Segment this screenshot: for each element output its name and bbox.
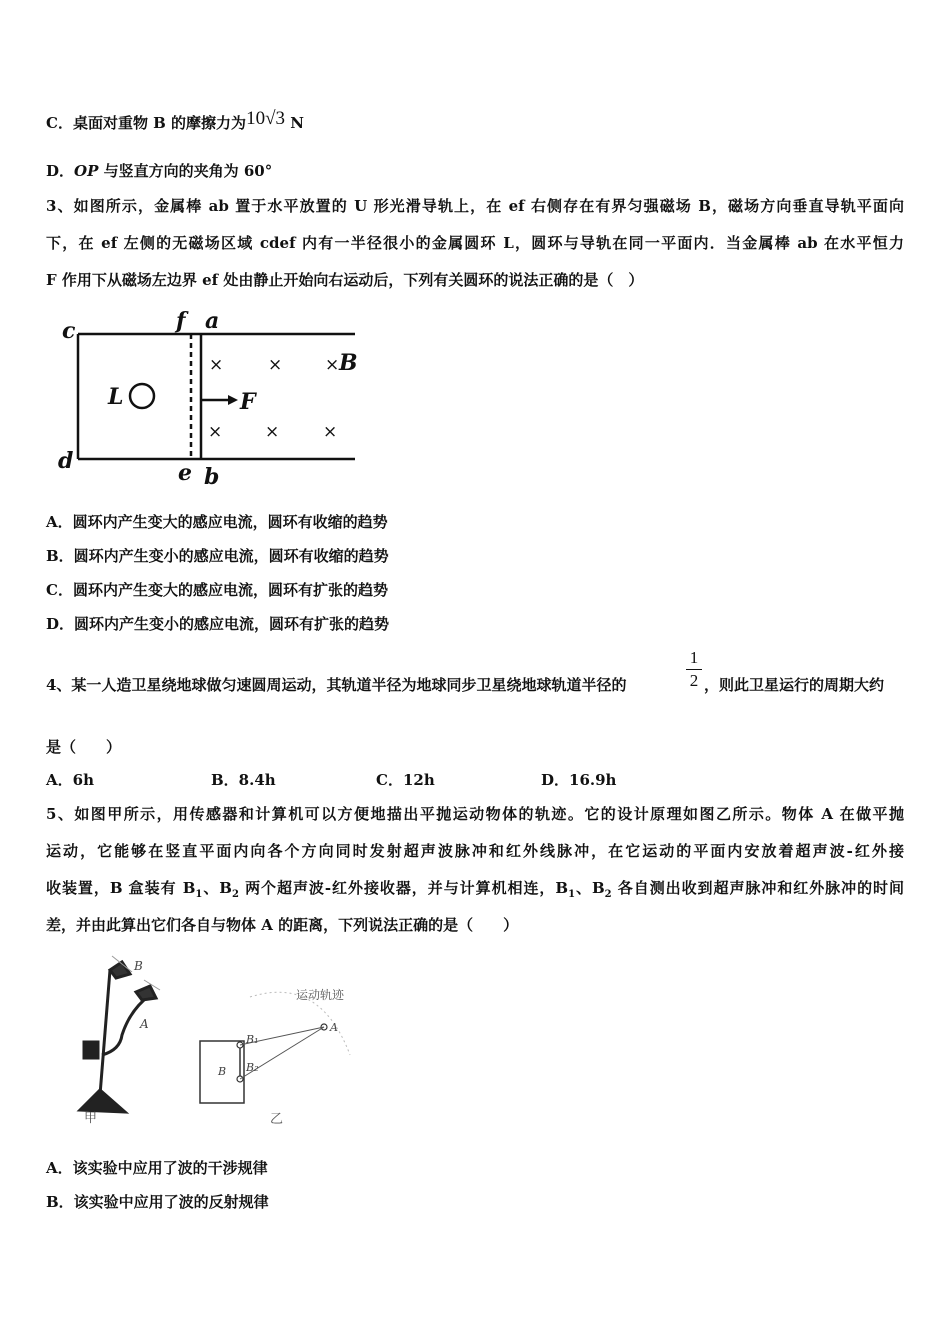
q4-fraction-bar xyxy=(686,669,702,670)
caption-jia: 甲 xyxy=(84,1111,98,1126)
q5-line3-part: 各自测出收到超声脉冲和红外脉冲的时间 xyxy=(611,879,904,897)
q5-line3-part: 收装置，B 盒装有 B xyxy=(46,879,196,897)
label-e: e xyxy=(178,460,192,486)
yi-label-B2: B₂ xyxy=(246,1061,259,1074)
label-F: F xyxy=(240,389,256,415)
caption-yi: 乙 xyxy=(270,1112,284,1127)
q3-stem-line2: 下，在 ef 左侧的无磁场区域 cdef 内有一半径很小的金属圆环 L，圆环与导轨在同一平面内．当金属棒 ab 在水平恒力 xyxy=(46,234,904,252)
field-cross: × xyxy=(265,422,280,442)
force-arrowhead xyxy=(228,395,238,405)
trajectory-label: 运动轨迹 xyxy=(296,988,345,1002)
field-cross: × xyxy=(323,422,338,442)
q4-option-a: A．6h xyxy=(46,771,94,789)
yi-label-B: B xyxy=(218,1065,227,1078)
field-cross: × xyxy=(208,422,223,442)
q5-stem-line4: 差，并由此算出它们各自与物体 A 的距离，下列说法正确的是（ ） xyxy=(46,916,519,934)
field-cross: × xyxy=(325,355,340,375)
q4-stem-line1-prefix: 4、某一人造卫星绕地球做匀速圆周运动，其轨道半径为地球同步卫星绕地球轨道半径的 xyxy=(46,676,627,694)
q4-stem-line2: 是（ ） xyxy=(46,738,122,756)
field-cross: × xyxy=(209,355,224,375)
q3-circuit-figure xyxy=(50,300,370,495)
field-cross: × xyxy=(268,355,283,375)
label-L: L xyxy=(108,384,124,410)
q3-stem-line3: F 作用下从磁场左边界 ef 处由静止开始向右运动后，下列有关圆环的说法正确的是（ ） xyxy=(46,271,644,289)
q5-option-a: A．该实验中应用了波的干涉规律 xyxy=(46,1159,268,1177)
q5-line3-part: 、B xyxy=(575,879,605,897)
label-f: f xyxy=(176,308,186,334)
q2-option-c-text: C．桌面对重物 B 的摩擦力为 xyxy=(46,114,247,132)
jia-label-B: B xyxy=(134,959,143,973)
q2-option-c-unit: N xyxy=(285,114,304,132)
q4-option-b: B．8.4h xyxy=(211,771,276,789)
jia-label-A: A xyxy=(140,1017,149,1031)
q2-option-d-op: OP xyxy=(74,162,99,180)
q5-sub: 1 xyxy=(568,889,576,900)
q2-option-c-math: 10√3 xyxy=(246,108,285,129)
q4-option-d: D．16.9h xyxy=(541,771,617,789)
emitter-A xyxy=(136,986,156,1000)
label-c: c xyxy=(62,318,76,344)
q5-stem-line2: 运动，它能够在竖直平面内向各个方向同时发射超声波脉冲和红外线脉冲，在它运动的平面内安放着超声波-红外接 xyxy=(46,842,904,860)
q4-fraction-numerator: 1 xyxy=(689,648,699,667)
q2-option-d-text: 与竖直方向的夹角为 60° xyxy=(98,162,273,180)
label-d: d xyxy=(58,448,74,474)
label-b: b xyxy=(204,464,220,490)
q2-option-c xyxy=(46,108,304,133)
q4-fraction-denominator: 2 xyxy=(689,671,699,690)
stand-pole xyxy=(100,970,110,1095)
q3-option-c: C．圆环内产生变大的感应电流，圆环有扩张的趋势 xyxy=(46,581,388,599)
q4-option-c: C．12h xyxy=(376,771,435,789)
label-B: B xyxy=(339,350,358,376)
q2-option-d-label: D． xyxy=(46,162,75,180)
q5-stem-line3 xyxy=(46,878,904,905)
q5-apparatus-figure-jia xyxy=(60,950,180,1130)
q5-line3-part: 两个超声波-红外接收器，并与计算机相连，B xyxy=(238,879,569,897)
q5-sub: 2 xyxy=(231,889,239,900)
q5-stem-line1: 5、如图甲所示，用传感器和计算机可以方便地描出平抛运动物体的轨迹。它的设计原理如图乙所示。物体 A 在做平抛 xyxy=(46,805,904,823)
q3-option-a: A．圆环内产生变大的感应电流，圆环有收缩的趋势 xyxy=(46,513,388,531)
q3-option-d: D．圆环内产生变小的感应电流，圆环有扩张的趋势 xyxy=(46,615,390,633)
ring-L xyxy=(130,384,154,408)
q5-line3-part: 、B xyxy=(202,879,232,897)
q2-option-d xyxy=(46,161,272,181)
q3-option-b: B．圆环内产生变小的感应电流，圆环有收缩的趋势 xyxy=(46,547,389,565)
yi-label-A: A xyxy=(330,1021,338,1034)
q4-stem-line1-suffix: ，则此卫星运行的周期大约 xyxy=(704,676,885,694)
stand-base xyxy=(80,1090,125,1112)
yi-label-B1: B₁ xyxy=(246,1033,259,1046)
q4-fraction xyxy=(686,649,702,690)
q3-stem-line1: 3、如图所示，金属棒 ab 置于水平放置的 U 形光滑导轨上，在 ef 右侧存在有界匀强磁场 B，磁场方向垂直导轨平面向 xyxy=(46,197,904,215)
q5-sub: 2 xyxy=(604,889,612,900)
clamp xyxy=(84,1042,98,1058)
q5-principle-figure-yi xyxy=(190,975,365,1130)
q5-option-b: B．该实验中应用了波的反射规律 xyxy=(46,1193,269,1211)
label-a: a xyxy=(205,308,220,334)
q5-sub: 1 xyxy=(195,889,203,900)
receiver-B xyxy=(110,962,130,978)
